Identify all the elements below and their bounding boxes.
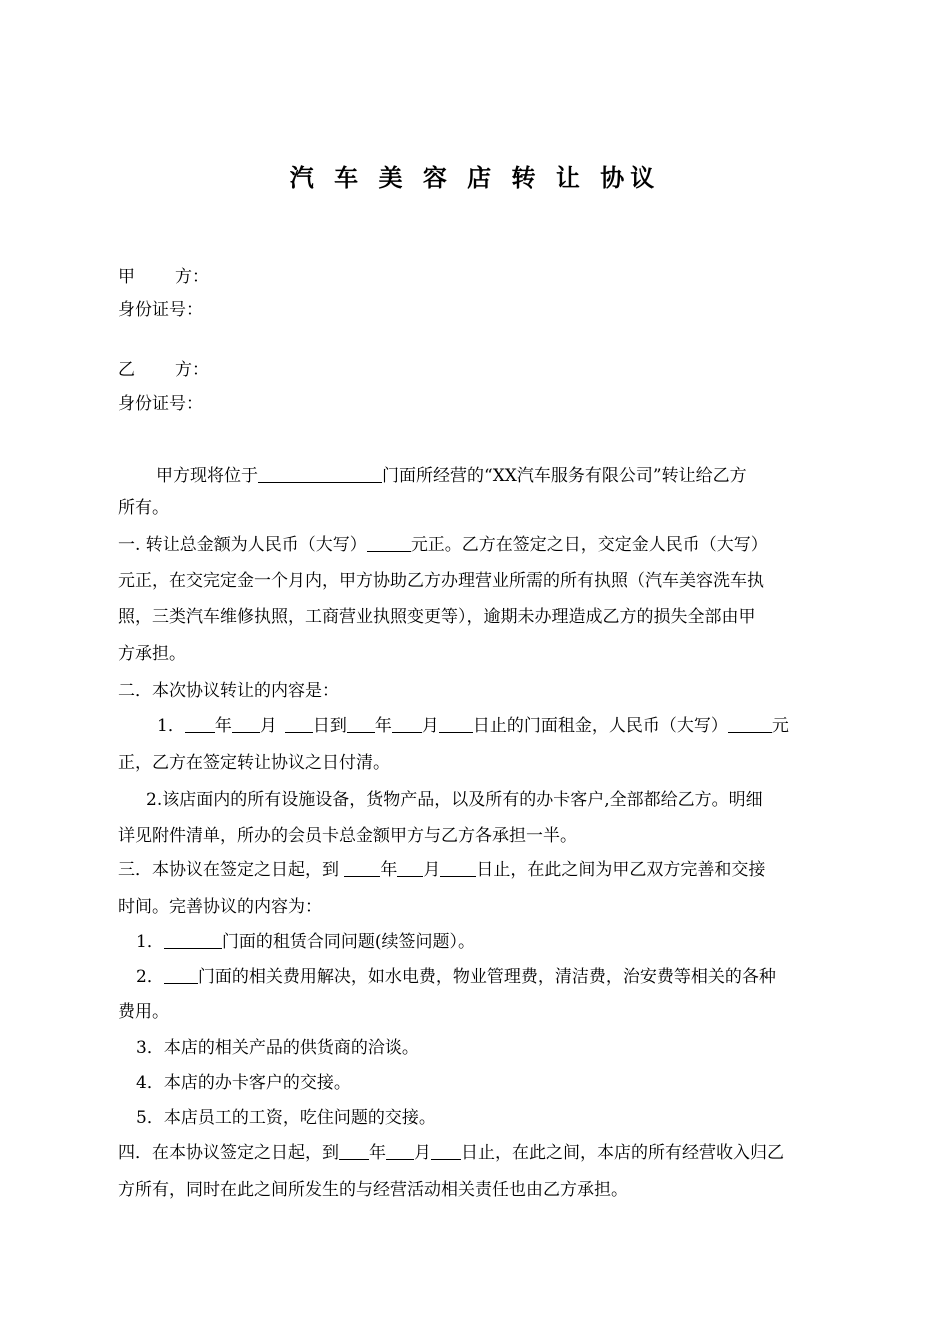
year-label: 年 [214, 716, 232, 736]
year-label-4: 年 [369, 1143, 386, 1163]
blank-total-amount[interactable] [367, 533, 411, 552]
month-label-3: 月 [423, 860, 441, 880]
clause3-item5-text: 5．本店员工的工资，吃住问题的交接。 [136, 1108, 436, 1128]
clause3-item2-line-1 [136, 963, 856, 991]
blank-year-income[interactable] [339, 1141, 369, 1160]
blank-year-start[interactable] [185, 714, 215, 733]
clause2-item1-text: 正，乙方在签定转让协议之日付清。 [118, 753, 390, 773]
clause2-item2-text: 2.该店面内的所有设施设备，货物产品，以及所有的办卡客户,全部都给乙方。明细 [146, 790, 763, 810]
blank-month-start[interactable] [232, 714, 260, 733]
clause1-text-4: 照，三类汽车维修执照，工商营业执照变更等），逾期未办理造成乙方的损失全部由甲 [118, 607, 756, 627]
rent-text: 日止的门面租金，人民币（大写） [472, 716, 728, 736]
clause3-item2-text: 门面的相关费用解决，如水电费，物业管理费，清洁费，治安费等相关的各种 [197, 967, 776, 987]
party-b-label-suffix: 方： [175, 360, 209, 380]
clause3-item2-line-2 [118, 998, 838, 1026]
clause1-line-2 [118, 567, 838, 595]
day-label: 日到 [312, 716, 347, 736]
clause1-line-1 [118, 531, 838, 559]
clause3-line-2 [118, 893, 838, 921]
blank-rent-amount[interactable] [728, 714, 772, 733]
clause2-item2-line-2 [118, 822, 838, 850]
clause1-line-4 [118, 640, 838, 668]
clause4-text-3: 方所有，同时在此之间所发生的与经营活动相关责任也由乙方承担。 [118, 1180, 628, 1200]
blank-year-handover[interactable] [344, 858, 380, 877]
clause3-item3-text: 3．本店的相关产品的供货商的洽谈。 [136, 1038, 419, 1058]
clause4-text-2: 日止，在此之间，本店的所有经营收入归乙 [461, 1143, 784, 1163]
month-label-4: 月 [414, 1143, 431, 1163]
intro-text-3: 所有。 [118, 498, 169, 518]
blank-day-end[interactable] [439, 714, 473, 733]
party-a-id-label: 身份证号： [118, 300, 203, 320]
clause3-text-2: 日止，在此之间为甲乙双方完善和交接 [476, 860, 766, 880]
blank-day-start[interactable] [285, 714, 313, 733]
clause3-item4-text: 4．本店的办卡客户的交接。 [136, 1073, 351, 1093]
intro-line-2 [118, 494, 838, 522]
clause3-item5 [136, 1104, 856, 1132]
clause2-heading [118, 677, 838, 705]
clause2-item2-text-2: 详见附件清单，所办的会员卡总金额甲方与乙方各承担一半。 [118, 826, 577, 846]
blank-month-income[interactable] [386, 1141, 414, 1160]
clause3-item2-text-2: 费用。 [118, 1002, 169, 1022]
clause4-text: 四．在本协议签定之日起，到 [118, 1143, 339, 1163]
clause1-line-3 [118, 603, 838, 631]
blank-expenses[interactable] [164, 965, 198, 984]
item-number: 1． [157, 716, 185, 736]
party-a-label-suffix: 方： [175, 267, 209, 287]
party-a-line [118, 263, 838, 291]
clause2-item2-line-1 [146, 786, 866, 814]
clause3-item3 [136, 1034, 856, 1062]
blank-month-end[interactable] [392, 714, 422, 733]
clause1-text-5: 方承担。 [118, 644, 186, 664]
clause2-heading-text: 二．本次协议转让的内容是： [118, 681, 339, 701]
party-b-id-label: 身份证号： [118, 394, 203, 414]
year-label-3: 年 [380, 860, 398, 880]
party-a-id-line [118, 296, 838, 324]
blank-day-income[interactable] [431, 1141, 461, 1160]
clause4-line-1 [118, 1139, 838, 1167]
clause1-text: 一. 转让总金额为人民币（大写） [118, 535, 367, 555]
party-a-label: 甲 [118, 267, 135, 287]
intro-text-2: 门面所经营的“XX汽车服务有限公司”转让给乙方 [382, 466, 747, 486]
document-title: 汽 车 美 容 店 转 让 协议 [289, 164, 661, 192]
clause3-item4 [136, 1069, 856, 1097]
clause1-text-3: 元正，在交完定金一个月内，甲方协助乙方办理营业所需的所有执照（汽车美容洗车执 [118, 571, 764, 591]
month-label-2: 月 [421, 716, 439, 736]
party-b-id-line [118, 390, 838, 418]
party-b-label: 乙 [118, 360, 135, 380]
clause4-line-2 [118, 1176, 838, 1204]
blank-day-handover[interactable] [440, 858, 476, 877]
clause2-item1-line-1 [157, 712, 877, 740]
clause1-text-2: 元正。乙方在签定之日，交定金人民币（大写） [410, 535, 768, 555]
clause3-item1-text: 门面的租赁合同问题(续签问题）。 [221, 932, 475, 952]
year-label-2: 年 [374, 716, 392, 736]
month-label: 月 [259, 716, 277, 736]
item-number-2: 1． [136, 932, 164, 952]
party-b-line [118, 356, 838, 384]
intro-line-1 [156, 462, 876, 490]
yuan-label: 元 [771, 716, 789, 736]
item-number-3: 2． [136, 967, 164, 987]
clause2-item1-line-2 [118, 749, 838, 777]
intro-text: 甲方现将位于 [156, 466, 258, 486]
blank-location[interactable] [258, 464, 382, 483]
blank-lease[interactable] [164, 930, 222, 949]
clause3-line-1 [118, 856, 838, 884]
clause3-item1 [136, 928, 856, 956]
blank-month-handover[interactable] [397, 858, 423, 877]
blank-year-end[interactable] [347, 714, 375, 733]
clause3-text-3: 时间。完善协议的内容为： [118, 897, 322, 917]
clause3-text: 三．本协议在签定之日起，到 [118, 860, 345, 880]
